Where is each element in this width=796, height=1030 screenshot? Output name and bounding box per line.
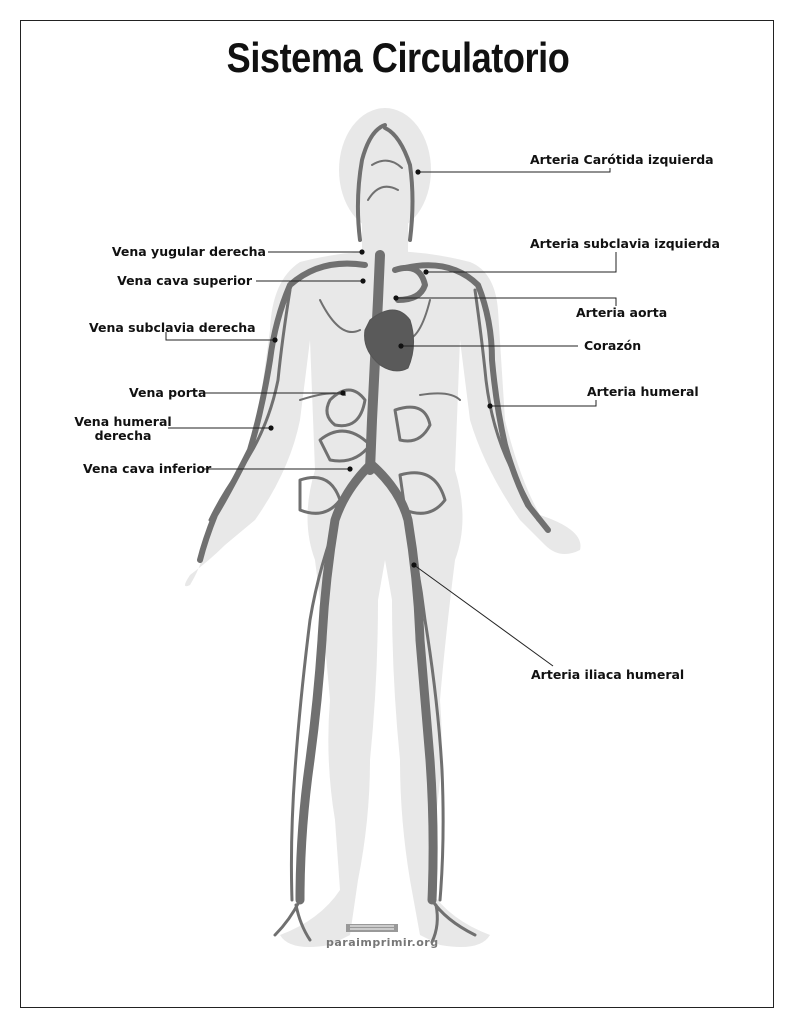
printer-logo-icon [342,922,402,934]
label-arteria-humeral: Arteria humeral [587,384,699,399]
label-arteria-iliaca: Arteria iliaca humeral [531,667,685,682]
label-corazon: Corazón [584,338,642,353]
label-vena-humeral [72,415,174,443]
label-vena-humeral-line2: derecha [94,428,152,443]
watermark [326,936,439,949]
label-arteria-carotida: Arteria Carótida izquierda [530,152,714,167]
label-vena-humeral-line1: Vena humeral [74,414,172,429]
page-title: Sistema Circulatorio [226,34,570,81]
label-arteria-aorta: Arteria aorta [576,305,668,320]
label-vena-cava-superior: Vena cava superior [117,273,252,288]
body-silhouette [185,108,581,947]
label-vena-cava-inferior: Vena cava inferior [83,461,212,476]
label-vena-subclavia: Vena subclavia derecha [89,320,256,335]
watermark-text: paraimprimir.org [326,936,439,949]
label-vena-porta: Vena porta [129,385,207,400]
label-arteria-subclavia: Arteria subclavia izquierda [530,236,720,251]
label-vena-yugular: Vena yugular derecha [111,244,266,259]
